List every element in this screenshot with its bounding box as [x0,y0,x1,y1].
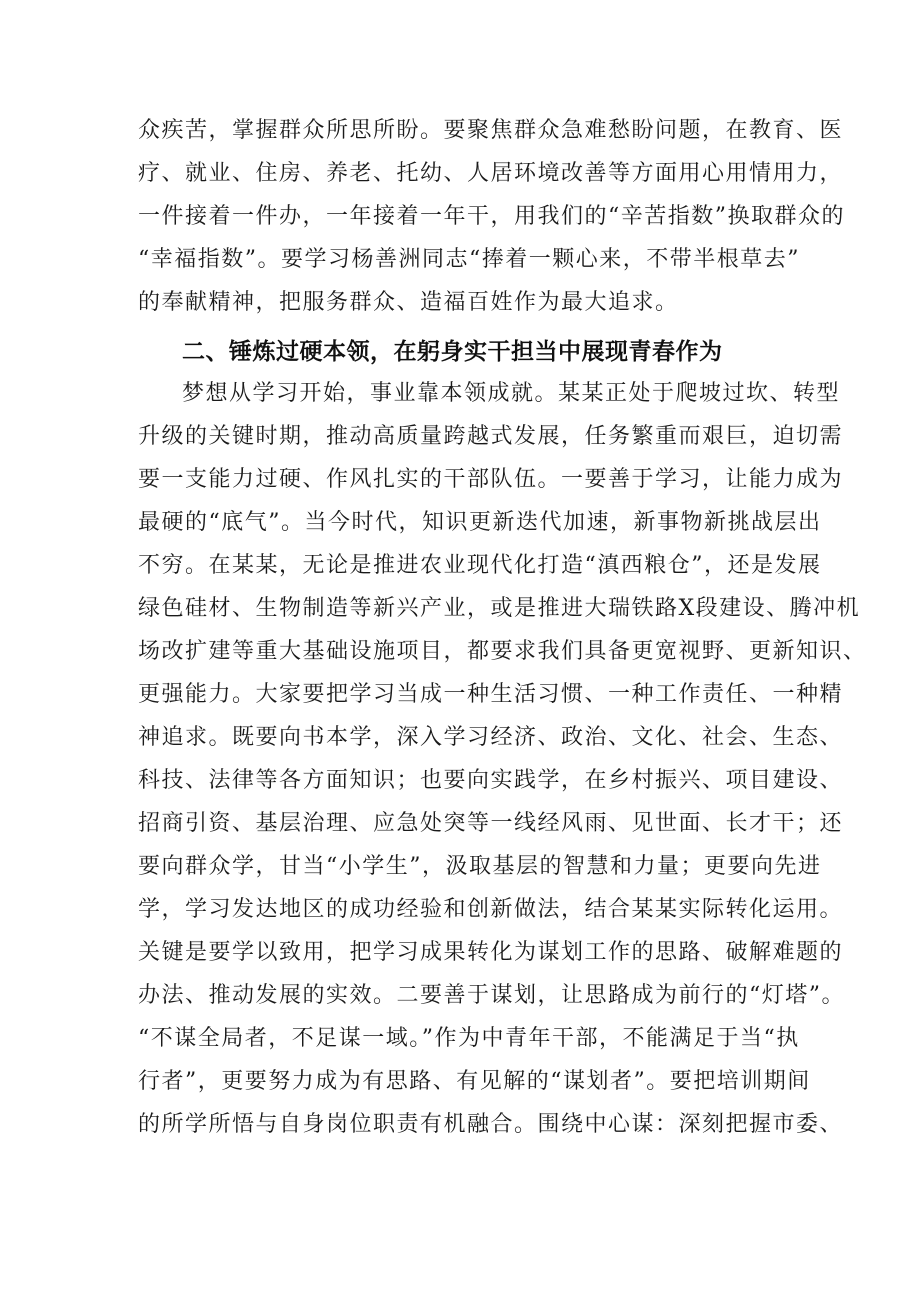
paragraph-line: 办法、推动发展的实效。二要善于谋划，让思路成为前行的“灯塔”。 [138,983,845,1008]
paragraph-line: 场改扩建等重大基础设施项目，都要求我们具备更宽视野、更新知识、 [138,639,867,664]
paragraph-line: 的所学所悟与自身岗位职责有机融合。围绕中心谋：深刻把握市委、 [138,1112,844,1137]
paragraph-line: 众疾苦，掌握群众所思所盼。要聚焦群众急难愁盼问题，在教育、医 [138,118,844,143]
paragraph-line: “幸福指数”。要学习杨善洲同志“捧着一颗心来，不带半根草去” [138,247,800,272]
paragraph-line: 神追求。既要向书本学，深入学习经济、政治、文化、社会、生态、 [138,725,844,750]
paragraph-line: 不穷。在某某，无论是推进农业现代化打造“滇西粮仓”，还是发展 [138,553,822,578]
paragraph-line: 的奉献精神，把服务群众、造福百姓作为最大追求。 [138,290,679,315]
paragraph-line: 行者”，更要努力成为有思路、有见解的“谋划者”。要把培训期间 [138,1069,811,1094]
paragraph-line: 关键是要学以致用，把学习成果转化为谋划工作的思路、破解难题的 [138,940,844,965]
paragraph-line: 更强能力。大家要把学习当成一种生活习惯、一种工作责任、一种精 [138,682,844,707]
paragraph-line: “不谋全局者，不足谋一域。”作为中青年干部，不能满足于当“执 [138,1026,800,1051]
section-heading: 二、锤炼过硬本领，在躬身实干担当中展现青春作为 [182,339,723,365]
paragraph-line: 要一支能力过硬、作风扎实的干部队伍。一要善于学习，让能力成为 [138,467,844,492]
paragraph-line: 升级的关键时期，推动高质量跨越式发展，任务繁重而艰巨，迫切需 [138,424,844,449]
paragraph-line: 最硬的“底气”。当今时代，知识更新迭代加速，新事物新挑战层出 [138,510,822,535]
paragraph-line: 学，学习发达地区的成功经验和创新做法，结合某某实际转化运用。 [138,897,844,922]
paragraph-line: 要向群众学，甘当“小学生”，汲取基层的智慧和力量；更要向先进 [138,854,822,879]
paragraph-line: 梦想从学习开始，事业靠本领成就。某某正处于爬坡过坎、转型 [182,381,841,406]
paragraph-line: 科技、法律等各方面知识；也要向实践学，在乡村振兴、项目建设、 [138,768,844,793]
paragraph-line: 绿色硅材、生物制造等新兴产业，或是推进大瑞铁路X段建设、腾冲机 [138,596,861,621]
paragraph-line: 一件接着一件办，一年接着一年干，用我们的“辛苦指数”换取群众的 [138,204,845,229]
paragraph-line: 招商引资、基层治理、应急处突等一线经风雨、见世面、长才干；还 [138,811,844,836]
paragraph-line: 疗、就业、住房、养老、托幼、人居环境改善等方面用心用情用力， [138,161,844,186]
